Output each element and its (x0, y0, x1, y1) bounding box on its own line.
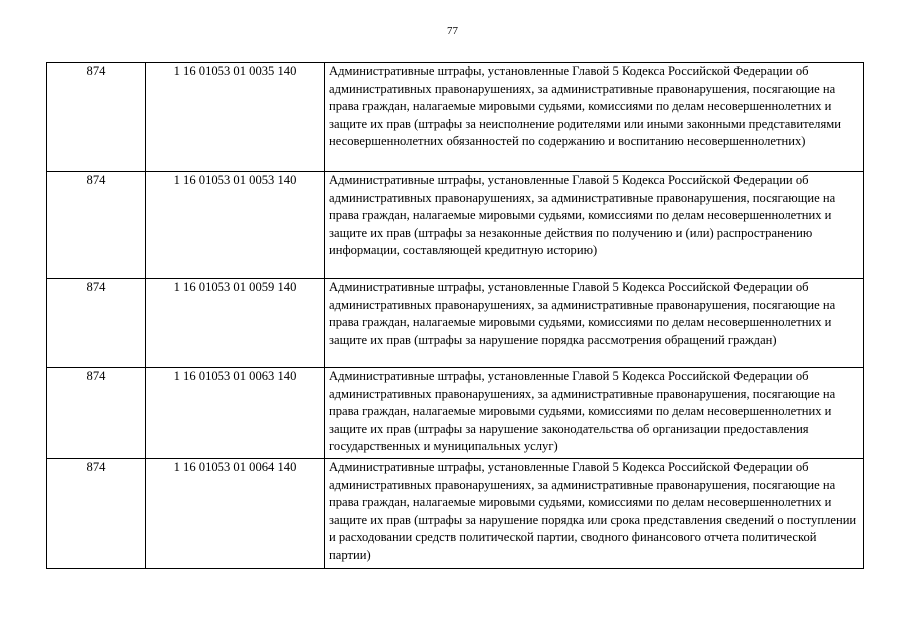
table-row (47, 63, 864, 172)
table-row (47, 279, 864, 368)
admin-code-cell: 874 (47, 279, 146, 368)
kbk-code-cell: 1 16 01053 01 0053 140 (146, 172, 325, 279)
description-cell: Административные штрафы, установленные Главой 5 Кодекса Российской Федерации об административных правонарушениях, за административные правонарушения, посягающие на права граждан, налагаемые мировыми судьями, комиссиями по делам несовершеннолетних и защите их прав (штрафы за незаконные действия по получению и (или) распространению информации, составляющей кредитную историю) (325, 172, 864, 279)
kbk-code-cell: 1 16 01053 01 0064 140 (146, 459, 325, 569)
admin-code-cell: 874 (47, 63, 146, 172)
admin-code-cell: 874 (47, 172, 146, 279)
table-row (47, 459, 864, 569)
table-row (47, 172, 864, 279)
kbk-code-cell: 1 16 01053 01 0059 140 (146, 279, 325, 368)
table-row (47, 368, 864, 459)
description-cell: Административные штрафы, установленные Главой 5 Кодекса Российской Федерации об административных правонарушениях, за административные правонарушения, посягающие на права граждан, налагаемые мировыми судьями, комиссиями по делам несовершеннолетних и защите их прав (штрафы за нарушение законодательства об организации предоставления государственных и муниципальных услуг) (325, 368, 864, 459)
kbk-code-cell: 1 16 01053 01 0063 140 (146, 368, 325, 459)
admin-code-cell: 874 (47, 459, 146, 569)
page-number: 77 (447, 25, 458, 37)
description-cell: Административные штрафы, установленные Главой 5 Кодекса Российской Федерации об административных правонарушениях, за административные правонарушения, посягающие на права граждан, налагаемые мировыми судьями, комиссиями по делам несовершеннолетних и защите их прав (штрафы за нарушение порядка рассмотрения обращений граждан) (325, 279, 864, 368)
budget-codes-table (46, 62, 864, 569)
description-cell: Административные штрафы, установленные Главой 5 Кодекса Российской Федерации об административных правонарушениях, за административные правонарушения, посягающие на права граждан, налагаемые мировыми судьями, комиссиями по делам несовершеннолетних и защите их прав (штрафы за неисполнение родителями или иными законными представителями несовершеннолетних обязанностей по содержанию и воспитанию несовершеннолетних) (325, 63, 864, 172)
description-cell: Административные штрафы, установленные Главой 5 Кодекса Российской Федерации об административных правонарушениях, за административные правонарушения, посягающие на права граждан, налагаемые мировыми судьями, комиссиями по делам несовершеннолетних и защите их прав (штрафы за нарушение порядка или срока представления сведений о поступлении и расходовании средств политической партии, сводного финансового отчета политической партии) (325, 459, 864, 569)
admin-code-cell: 874 (47, 368, 146, 459)
kbk-code-cell: 1 16 01053 01 0035 140 (146, 63, 325, 172)
